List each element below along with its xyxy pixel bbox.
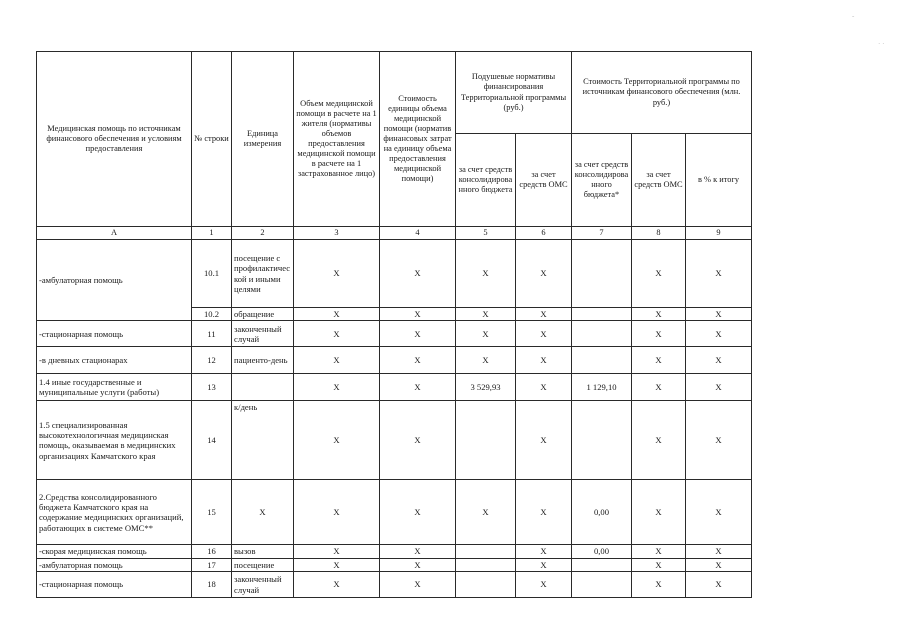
cell: Х: [380, 347, 456, 374]
row-label: -амбулаторная помощь: [37, 240, 192, 321]
cell: Х: [380, 545, 456, 558]
row-unit: посещение с профилактической и иными целями: [232, 240, 294, 308]
column-number: 8: [632, 227, 686, 240]
row-unit: посещение: [232, 558, 294, 571]
row-number: 17: [192, 558, 232, 571]
row-number: 10.1: [192, 240, 232, 308]
cell: 3 529,93: [456, 374, 516, 401]
cell: Х: [686, 572, 752, 598]
cell: Х: [294, 347, 380, 374]
cell: Х: [632, 374, 686, 401]
cell: [572, 401, 632, 480]
cell: [456, 545, 516, 558]
cell: [572, 572, 632, 598]
row-number: 11: [192, 321, 232, 347]
cell: [456, 401, 516, 480]
row-label: 1.4 иные государственные и муниципальные услуги (работы): [37, 374, 192, 401]
row-label: 1.5 специализированная высокотехнологичная медицинская помощь, оказываемая в медицинских организациях Камчатского края: [37, 401, 192, 480]
header-per-capita: Подушевые нормативы финансирования Территориальной программы (руб.): [456, 52, 572, 134]
cell: Х: [456, 308, 516, 321]
cell: Х: [380, 480, 456, 545]
header-medical-care: Медицинская помощь по источникам финансового обеспечения и условиям предоставления: [37, 52, 192, 227]
row-label: 2.Средства консолидированного бюджета Камчатского края на содержание медицинских организаций, работающих в системе ОМС**: [37, 480, 192, 545]
column-number: 6: [516, 227, 572, 240]
cell: [572, 558, 632, 571]
header-percent-total: в % к итогу: [686, 134, 752, 227]
cell: [456, 572, 516, 598]
table-row: [37, 347, 752, 374]
cell: Х: [686, 545, 752, 558]
row-unit: вызов: [232, 545, 294, 558]
margin-mark: · ·: [878, 40, 885, 48]
row-unit: законченный случай: [232, 572, 294, 598]
row-number: 12: [192, 347, 232, 374]
row-number: 14: [192, 401, 232, 480]
cell: Х: [516, 558, 572, 571]
table-row: [37, 240, 752, 308]
cell: Х: [686, 558, 752, 571]
cell: Х: [686, 480, 752, 545]
cell: 0,00: [572, 545, 632, 558]
cell: Х: [632, 545, 686, 558]
table-row: [37, 374, 752, 401]
column-number: А: [37, 227, 192, 240]
header-unit-cost: Стоимость единицы объема медицинской помощи (норматив финансовых затрат на единицу объема предоставления медицинской помощи): [380, 52, 456, 227]
cell: Х: [294, 572, 380, 598]
table-row: [37, 545, 752, 558]
table-row: [37, 480, 752, 545]
row-unit: Х: [232, 480, 294, 545]
financing-table: [36, 51, 752, 598]
table-row: [37, 401, 752, 480]
cell: Х: [456, 240, 516, 308]
cell: Х: [686, 374, 752, 401]
row-label: -стационарная помощь: [37, 321, 192, 347]
row-unit: [232, 374, 294, 401]
cell: Х: [632, 308, 686, 321]
row-unit: пациенто-день: [232, 347, 294, 374]
cell: Х: [456, 347, 516, 374]
row-number: 18: [192, 572, 232, 598]
column-number: 1: [192, 227, 232, 240]
cell: Х: [294, 558, 380, 571]
column-number: 4: [380, 227, 456, 240]
column-number: 5: [456, 227, 516, 240]
row-number: 15: [192, 480, 232, 545]
row-number: 10.2: [192, 308, 232, 321]
row-label: -стационарная помощь: [37, 572, 192, 598]
row-label: -амбулаторная помощь: [37, 558, 192, 571]
cell: Х: [516, 347, 572, 374]
cell: [572, 308, 632, 321]
cell: Х: [632, 401, 686, 480]
table-row: [37, 572, 752, 598]
cell: Х: [294, 480, 380, 545]
header-row: [37, 52, 752, 134]
cell: Х: [516, 374, 572, 401]
column-number: 3: [294, 227, 380, 240]
column-number: 9: [686, 227, 752, 240]
cell: Х: [380, 240, 456, 308]
row-label: -скорая медицинская помощь: [37, 545, 192, 558]
cell: Х: [632, 347, 686, 374]
column-number: 2: [232, 227, 294, 240]
row-unit: к/день: [232, 401, 294, 480]
cell: 0,00: [572, 480, 632, 545]
cell: Х: [686, 347, 752, 374]
row-number: 13: [192, 374, 232, 401]
cell: Х: [516, 572, 572, 598]
row-label: -в дневных стационарах: [37, 347, 192, 374]
cell: Х: [294, 374, 380, 401]
cell: Х: [294, 545, 380, 558]
header-oms: за счет средств ОМС: [516, 134, 572, 227]
cell: Х: [686, 321, 752, 347]
cell: Х: [516, 545, 572, 558]
cell: Х: [380, 321, 456, 347]
row-number: 16: [192, 545, 232, 558]
margin-mark: -: [852, 12, 855, 20]
header-line-number: № строки: [192, 52, 232, 227]
cell: Х: [516, 321, 572, 347]
cell: Х: [294, 240, 380, 308]
cell: Х: [632, 480, 686, 545]
header-consolidated-budget: за счет средств консолидированного бюджета: [456, 134, 516, 227]
cell: [572, 240, 632, 308]
cell: 1 129,10: [572, 374, 632, 401]
cell: Х: [632, 572, 686, 598]
cell: Х: [686, 308, 752, 321]
cell: Х: [632, 240, 686, 308]
cell: Х: [294, 308, 380, 321]
cell: Х: [380, 374, 456, 401]
header-program-cost: Стоимость Территориальной программы по источникам финансового обеспечения (млн. руб.): [572, 52, 752, 134]
cell: Х: [632, 321, 686, 347]
cell: Х: [456, 321, 516, 347]
header-consolidated-budget-star: за счет средств консолидированного бюджета*: [572, 134, 632, 227]
cell: Х: [632, 558, 686, 571]
header-oms-cost: за счет средств ОМС: [632, 134, 686, 227]
cell: [572, 321, 632, 347]
cell: Х: [516, 240, 572, 308]
cell: Х: [516, 480, 572, 545]
header-volume: Объем медицинской помощи в расчете на 1 жителя (нормативы объемов предоставления медицинской помощи в расчете на 1 застрахованное лицо): [294, 52, 380, 227]
row-unit: законченный случай: [232, 321, 294, 347]
cell: Х: [686, 240, 752, 308]
cell: Х: [380, 308, 456, 321]
cell: Х: [294, 321, 380, 347]
cell: Х: [380, 401, 456, 480]
header-unit: Единица измерения: [232, 52, 294, 227]
cell: [572, 347, 632, 374]
cell: [456, 558, 516, 571]
cell: Х: [294, 401, 380, 480]
column-number: 7: [572, 227, 632, 240]
cell: Х: [456, 480, 516, 545]
column-number-row: [37, 227, 752, 240]
cell: Х: [516, 401, 572, 480]
table-row: [37, 321, 752, 347]
cell: Х: [516, 308, 572, 321]
cell: Х: [380, 572, 456, 598]
cell: Х: [686, 401, 752, 480]
row-unit: обращение: [232, 308, 294, 321]
table-row: [37, 558, 752, 571]
cell: Х: [380, 558, 456, 571]
